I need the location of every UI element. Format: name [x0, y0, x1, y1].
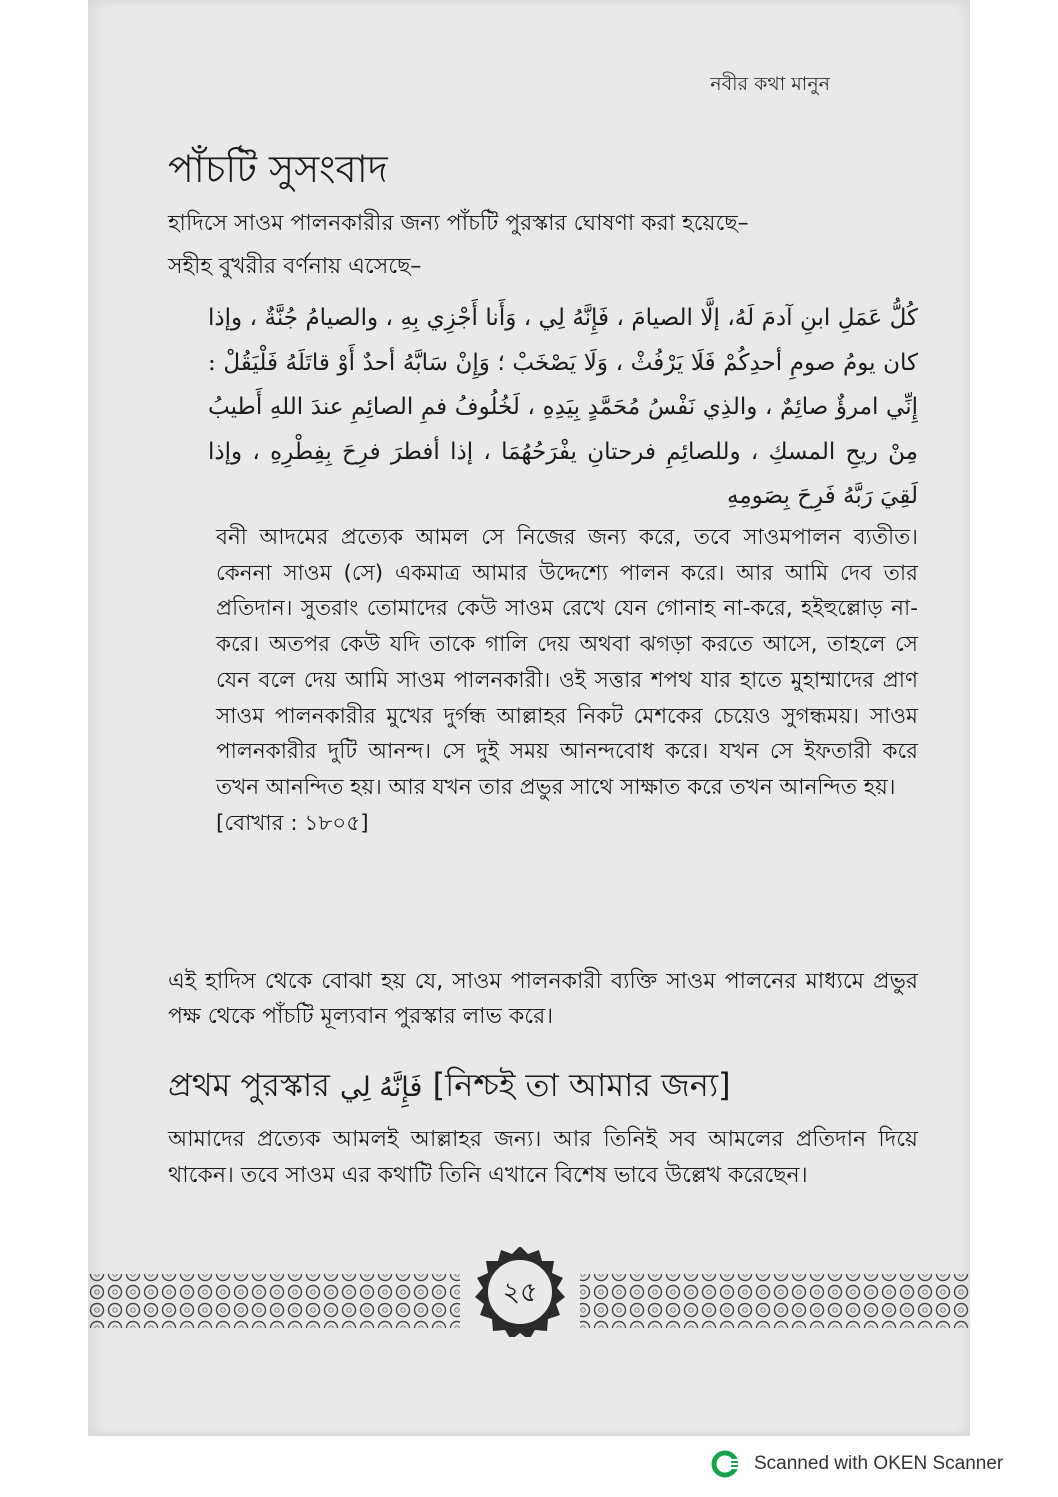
hadith-translation: [216, 520, 918, 841]
intro-line-2: সহীহ বুখরীর বর্ণনায় এসেছে–: [168, 254, 422, 279]
book-page: [88, 0, 970, 1436]
subsection-heading: [168, 1060, 731, 1114]
subsection-heading-prefix: প্রথম পুরস্কার: [168, 1066, 330, 1104]
subsection-paragraph: আমাদের প্রত্যেক আমলই আল্লাহর জন্য। আর তিনিই সব আমলের প্রতিদান দিয়ে থাকেন। তবে সাওম এর কথাটি তিনি এখানে বিশেষ ভাবে উল্লেখ করেছেন।: [168, 1127, 918, 1188]
scanner-label: Scanned with OKEN Scanner: [754, 1453, 1004, 1474]
translation-text: বনী আদমের প্রত্যেক আমল সে নিজের জন্য করে, তবে সাওমপালন ব্যতীত। কেননা সাওম (সে) একমাত্র আমার উদ্দেশ্যে পালন করে। আর আমি দেব তার প্রতিদান। সুতরাং তোমাদের কেউ সাওম রেখে যেন গোনাহ না-করে, হইহুল্লোড় না- করে। অতপর কেউ যদি তাকে গালি দেয় অথবা ঝগড়া করতে আসে, তাহলে সে যেন বলে দেয় আমি সাওম পালনকারী। ওই সত্তার শপথ যার হাতে মুহাম্মাদের প্রাণ সাওম পালনকারীর মুখের দুর্গন্ধ আল্লাহর নিকট মেশকের চেয়েও সুগন্ধময়। সাওম পালনকারীর দুটি আনন্দ। সে দুই সময় আনন্দবোধ করে। যখন সে ইফতারী করে তখন আনন্দিত হয়। আর যখন তার প্রভুর সাথে সাক্ষাত করে তখন আনন্দিত হয়।: [216, 525, 918, 800]
oken-scanner-logo-icon: [710, 1449, 740, 1479]
conclusion-paragraph: এই হাদিস থেকে বোঝা হয় যে, সাওম পালনকারী ব্যক্তি সাওম পালনের মাধ্যমে প্রভুর পক্ষ থেকে পাঁচটি মূল্যবান পুরস্কার লাভ করে।: [168, 969, 918, 1029]
subsection-heading-arabic: فَإِنَّهُ لِي: [339, 1072, 423, 1103]
arabic-hadith: كُلُّ عَمَلِ ابنِ آدمَ لَهُ، إلَّا الصيامَ ، فَإِنَّهُ لِي ، وَأَنا أَجْزِي بِهِ ، والصيامُ جُنَّةٌ ، وإذا كان يومُ صومِ أحدِكُمْ فَلَا يَرْفُثْ ، وَلَا يَصْخَبْ ؛ وَإِنْ سَابَّهُ أحدٌ أَوْ قاتَلَهُ فَلْيَقُلْ : إِنِّي امرؤٌ صائِمٌ ، والذِي نَفْسُ مُحَمَّدٍ بِيَدِهِ ، لَخُلُوفُ فمِ الصائِمِ عندَ اللهِ أَطيبُ مِنْ ريحِ المسكِ ، وللصائِمِ فرحتانِ يفْرَحُهُمَا ، إذا أفطرَ فرِحَ بِفِطْرِهِ ، وإذا لَقِيَ رَبَّهُ فَرِحَ بِصَومِهِ: [208, 305, 918, 510]
page-number: ২৫: [502, 1276, 538, 1308]
subsection-heading-suffix: [নিশ্চই তা আমার জন্য]: [432, 1066, 731, 1104]
intro-line-1: হাদিসে সাওম পালনকারীর জন্য পাঁচটি পুরস্কার ঘোষণা করা হয়েছে–: [168, 211, 749, 236]
citation: [বোখার : ১৮০৫]: [216, 810, 369, 836]
running-header: নবীর কথা মানুন: [710, 73, 830, 95]
section-heading: পাঁচটি সুসংবাদ: [168, 147, 388, 191]
scanner-badge: [710, 1448, 1003, 1480]
